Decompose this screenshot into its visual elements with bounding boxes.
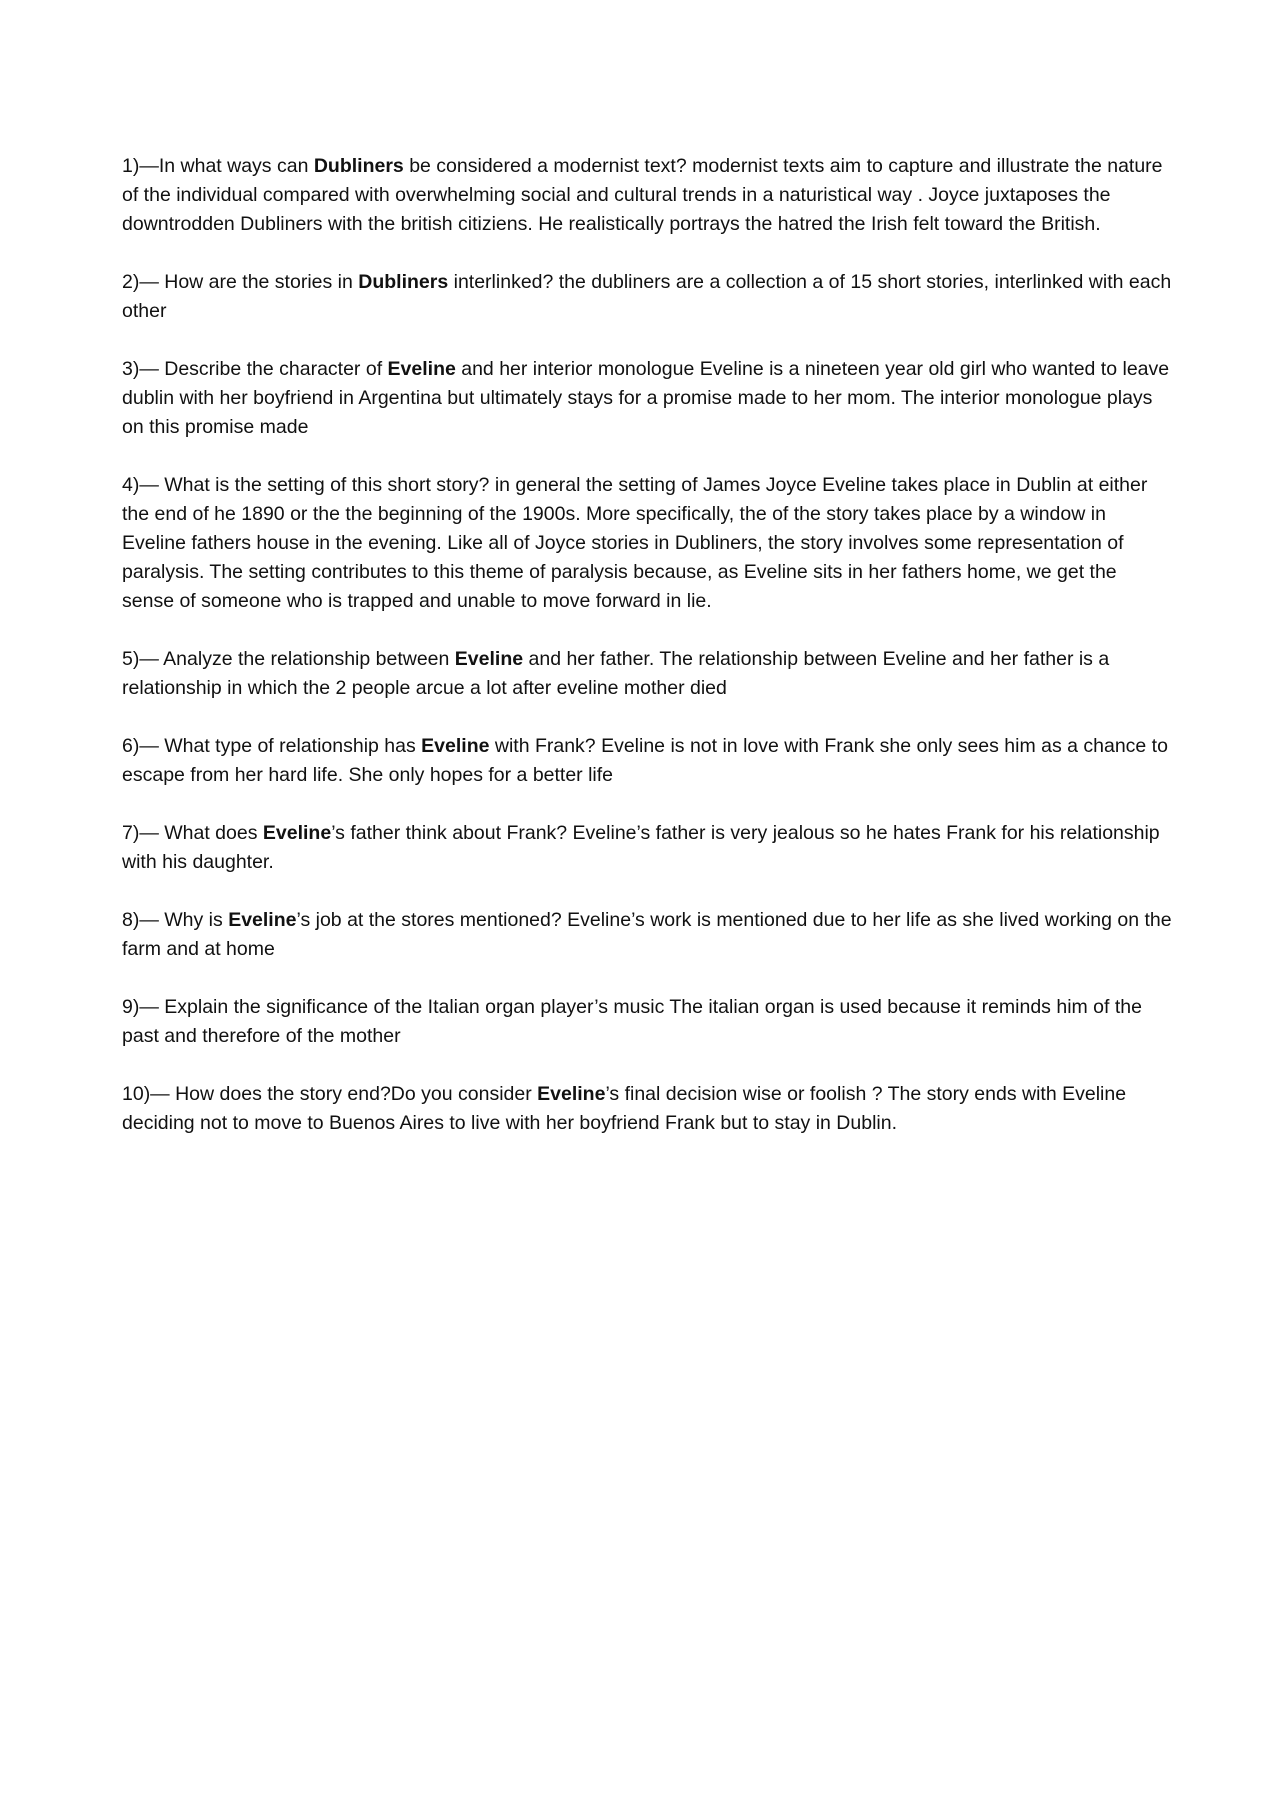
text-run: 3)— Describe the character of xyxy=(122,358,388,380)
bold-term: Eveline xyxy=(537,1083,606,1105)
text-run: and her interior monologue Eveline is a nineteen year old girl who wanted to leave dublin with her boyfriend in Argentina but ultimately stays for a promise made to her mom. The interior monologue plays on this promise made xyxy=(122,358,1170,438)
question-answer-3 xyxy=(122,355,1172,442)
question-answer-4 xyxy=(122,471,1172,616)
text-run: 10)— How does the story end?Do you consider xyxy=(122,1083,538,1105)
bold-term: Eveline xyxy=(454,648,524,670)
bold-term: Dubliners xyxy=(358,271,449,293)
question-answer-1 xyxy=(122,152,1172,239)
text-run: be considered a modernist text? modernist texts aim to capture and illustrate the nature of the individual compared with overwhelming social and cultural trends in a naturistical way . Joyce juxtaposes the downtrodden Dubliners with the british citiziens. He realistically portrays the hatred the Irish felt toward the British. xyxy=(122,155,1163,235)
text-run: 1)—In what ways can xyxy=(122,155,314,177)
question-answer-9 xyxy=(122,993,1172,1051)
question-answer-2 xyxy=(122,268,1172,326)
question-answer-7 xyxy=(122,819,1172,877)
bold-term: Eveline xyxy=(262,822,332,844)
text-run: ’s job at the stores mentioned? Eveline’s work is mentioned due to her life as she lived working on the farm and at home xyxy=(122,909,1172,960)
text-run: 9)— Explain the significance of the Italian organ player’s music The italian organ is used because it reminds him of the past and therefore of the mother xyxy=(122,996,1142,1047)
text-run: 2)— How are the stories in xyxy=(122,271,359,293)
bold-term: Eveline xyxy=(228,909,297,931)
bold-term: Eveline xyxy=(421,735,490,757)
text-run: interlinked? the dubliners are a collection a of 15 short stories, interlinked with each other xyxy=(122,271,1172,322)
text-run: 5)— Analyze the relationship between xyxy=(122,648,455,670)
question-answer-5 xyxy=(122,645,1172,703)
question-answer-6 xyxy=(122,732,1172,790)
text-run: ’s father think about Frank? Eveline’s father is very jealous so he hates Frank for his relationship with his daughter. xyxy=(122,822,1160,873)
text-run: ’s final decision wise or foolish ? The story ends with Eveline deciding not to move to Buenos Aires to live with her boyfriend Frank but to stay in Dublin. xyxy=(122,1083,1127,1134)
text-run: 4)— What is the setting of this short story? in general the setting of James Joyce Eveline takes place in Dublin at either the end of he 1890 or the the beginning of the 1900s. More specifically, the of the story takes place by a window in Eveline fathers house in the evening. Like all of Joyce stories in Dubliners, the story involves some representation of paralysis. The setting contributes to this theme of paralysis because, as Eveline sits in her fathers home, we get the sense of someone who is trapped and unable to move forward in lie. xyxy=(122,474,1148,612)
document-body xyxy=(122,152,1172,1167)
bold-term: Eveline xyxy=(387,358,456,380)
text-run: 7)— What does xyxy=(122,822,263,844)
text-run: with Frank? Eveline is not in love with Frank she only sees him as a chance to escape from her hard life. She only hopes for a better life xyxy=(122,735,1168,786)
text-run: 8)— Why is xyxy=(122,909,229,931)
question-answer-10 xyxy=(122,1080,1172,1138)
bold-term: Dubliners xyxy=(313,155,404,177)
text-run: and her father. The relationship between Eveline and her father is a relationship in which the 2 people arcue a lot after eveline mother died xyxy=(122,648,1110,699)
text-run: 6)— What type of relationship has xyxy=(122,735,422,757)
question-answer-8 xyxy=(122,906,1172,964)
